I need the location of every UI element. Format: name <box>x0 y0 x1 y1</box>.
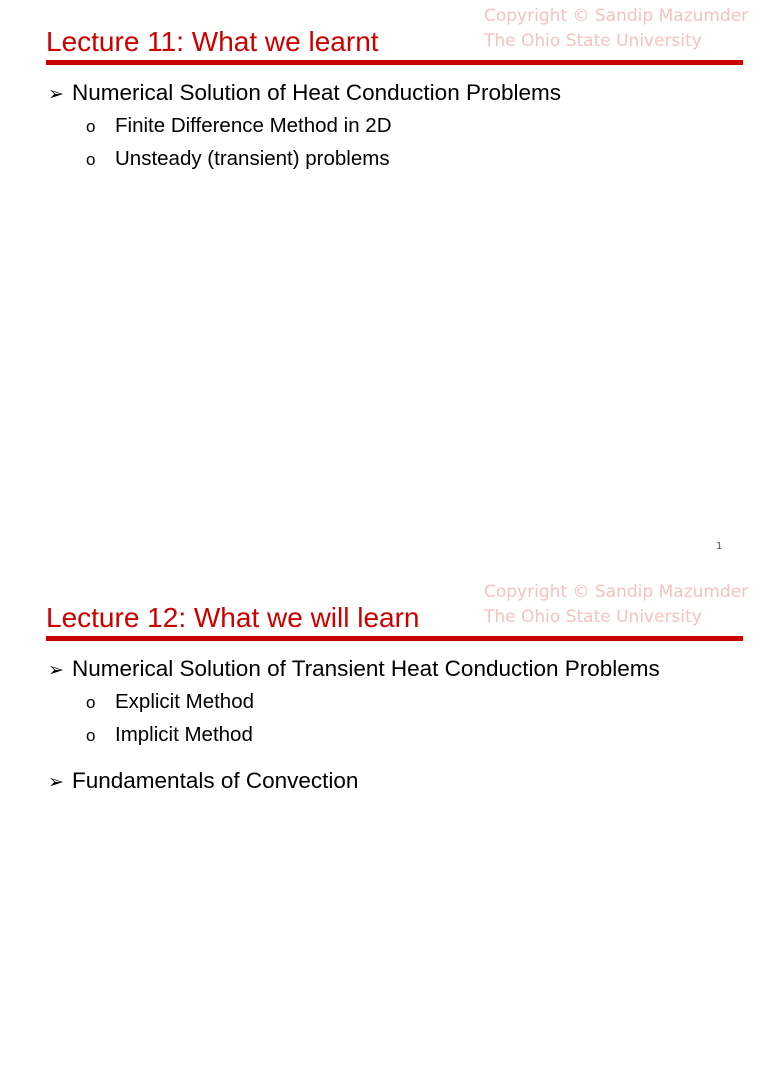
sub-bullet-text: Explicit Method <box>115 690 255 713</box>
page-number: 1 <box>716 541 723 552</box>
copyright-line: Copyright © Sandip Mazumder <box>484 582 749 602</box>
title-underline <box>46 60 743 65</box>
university-line: The Ohio State University <box>484 607 702 627</box>
title-underline <box>46 636 743 641</box>
slide-title: Lecture 12: What we will learn <box>46 602 420 633</box>
sub-bullet-item <box>48 686 758 719</box>
bullet-text: Fundamentals of Convection <box>72 768 359 793</box>
sub-bullet-text: Finite Difference Method in 2D <box>115 114 392 137</box>
copyright-watermark <box>484 580 748 630</box>
circle-bullet-icon: o <box>86 726 96 745</box>
arrow-bullet-icon: ➢ <box>48 772 64 793</box>
sub-bullet-item <box>48 110 758 143</box>
bullet-item <box>48 766 758 798</box>
slide-title: Lecture 11: What we learnt <box>46 26 379 57</box>
sub-bullet-text: Unsteady (transient) problems <box>115 147 390 170</box>
sub-bullet-item <box>48 719 758 752</box>
bullet-list <box>48 78 758 176</box>
bullet-text: Numerical Solution of Transient Heat Conduction Problems <box>72 656 660 681</box>
bullet-text: Numerical Solution of Heat Conduction Problems <box>72 80 561 105</box>
circle-bullet-icon: o <box>86 117 96 136</box>
bullet-item <box>48 78 758 110</box>
arrow-bullet-icon: ➢ <box>48 84 64 105</box>
copyright-watermark <box>484 4 748 54</box>
bullet-item <box>48 654 758 686</box>
bullet-spacer <box>48 752 758 766</box>
copyright-line: Copyright © Sandip Mazumder <box>484 6 749 26</box>
circle-bullet-icon: o <box>86 150 96 169</box>
sub-bullet-item <box>48 143 758 176</box>
university-line: The Ohio State University <box>484 31 702 51</box>
sub-bullet-text: Implicit Method <box>115 723 253 746</box>
bullet-list <box>48 654 758 798</box>
circle-bullet-icon: o <box>86 693 96 712</box>
slide-2 <box>0 576 768 1088</box>
arrow-bullet-icon: ➢ <box>48 660 64 681</box>
